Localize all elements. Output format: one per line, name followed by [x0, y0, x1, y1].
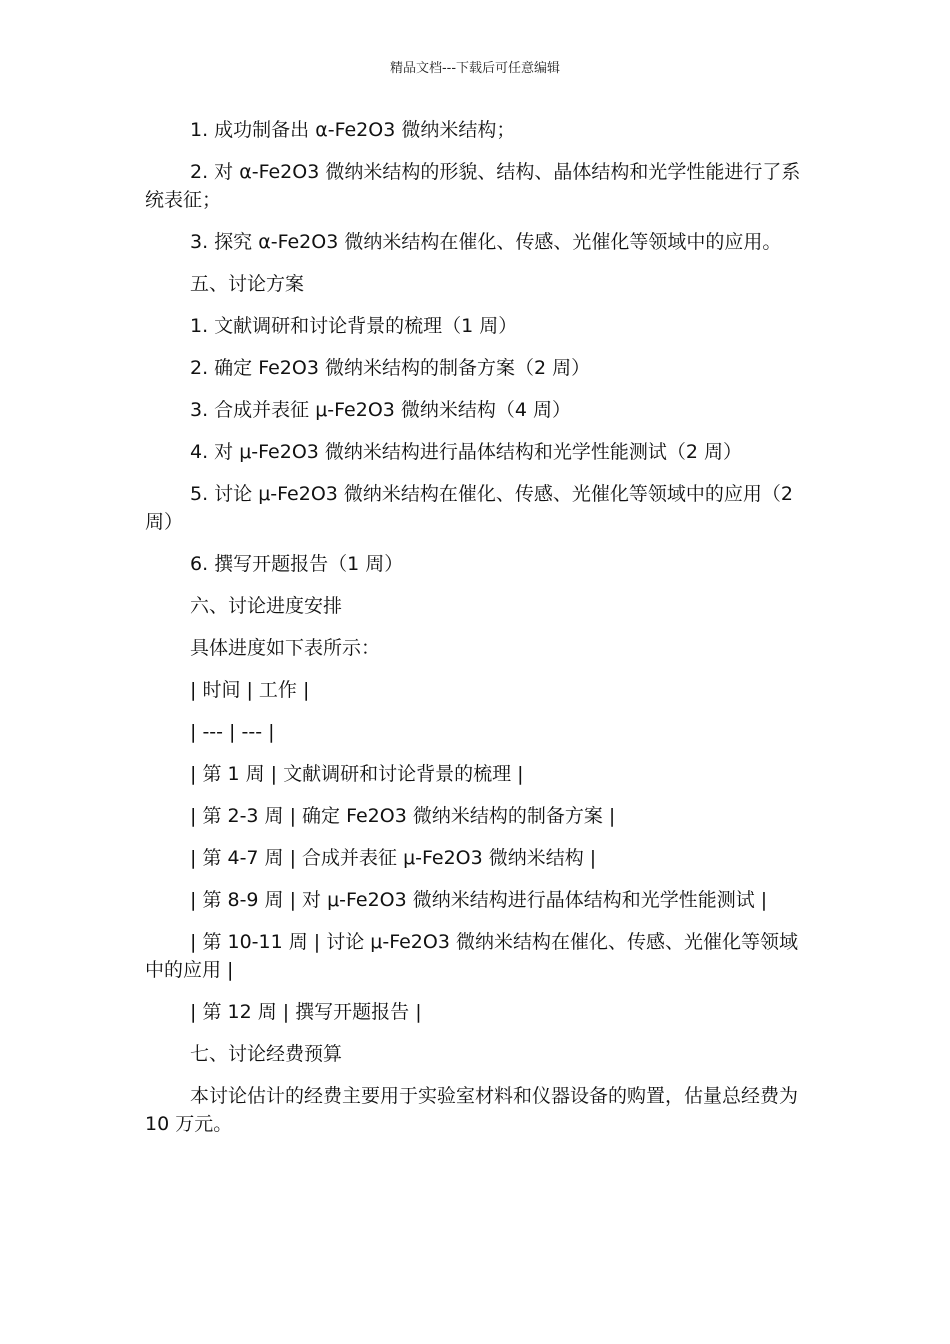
table-row: | 第 4-7 周 | 合成并表征 μ-Fe2O3 微纳米结构 | — [190, 847, 597, 869]
document-body — [145, 116, 805, 1152]
list-item-result-1: 1. 成功制备出 α-Fe2O3 微纳米结构； — [190, 119, 516, 141]
plan-step-4: 4. 对 μ-Fe2O3 微纳米结构进行晶体结构和光学性能测试（2 周） — [190, 441, 743, 463]
plan-step-5: 5. 讨论 μ-Fe2O3 微纳米结构在催化、传感、光催化等领域中的应用（2 周） — [145, 483, 793, 533]
table-row: | 第 12 周 | 撰写开题报告 | — [190, 1001, 422, 1023]
table-row: | 第 2-3 周 | 确定 Fe2O3 微纳米结构的制备方案 | — [190, 805, 616, 827]
plan-step-6: 6. 撰写开题报告（1 周） — [190, 553, 404, 575]
plan-step-3: 3. 合成并表征 μ-Fe2O3 微纳米结构（4 周） — [190, 399, 572, 421]
plan-step-2: 2. 确定 Fe2O3 微纳米结构的制备方案（2 周） — [190, 357, 591, 379]
section-heading-plan: 五、讨论方案 — [190, 273, 305, 295]
page-header: 精品文档---下载后可任意编辑 — [389, 61, 561, 76]
table-row: | 第 1 周 | 文献调研和讨论背景的梳理 | — [190, 763, 524, 785]
budget-paragraph: 本讨论估计的经费主要用于实验室材料和仪器设备的购置，估量总经费为 10 万元。 — [145, 1085, 799, 1135]
table-row: | 第 8-9 周 | 对 μ-Fe2O3 微纳米结构进行晶体结构和光学性能测试 | — [190, 889, 768, 911]
section-heading-budget: 七、讨论经费预算 — [190, 1043, 343, 1065]
plan-step-1: 1. 文献调研和讨论背景的梳理（1 周） — [190, 315, 518, 337]
schedule-intro: 具体进度如下表所示： — [190, 637, 381, 659]
table-separator-row: | --- | --- | — [190, 721, 275, 743]
list-item-result-2: 2. 对 α-Fe2O3 微纳米结构的形貌、结构、晶体结构和光学性能进行了系统表征； — [145, 161, 801, 211]
table-header-row: | 时间 | 工作 | — [190, 679, 310, 701]
section-heading-schedule: 六、讨论进度安排 — [190, 595, 343, 617]
table-row: | 第 10-11 周 | 讨论 μ-Fe2O3 微纳米结构在催化、传感、光催化等领域中的应用 | — [145, 931, 798, 981]
list-item-result-3: 3. 探究 α-Fe2O3 微纳米结构在催化、传感、光催化等领域中的应用。 — [190, 231, 782, 253]
